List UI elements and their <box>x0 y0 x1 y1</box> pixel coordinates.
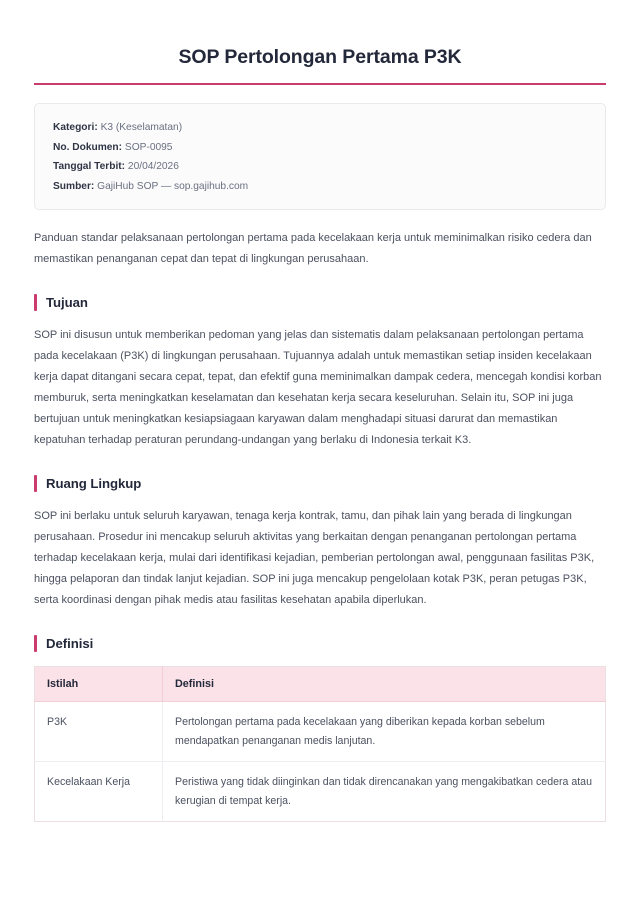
section-title-ruang-lingkup: Ruang Lingkup <box>46 476 142 491</box>
column-header-istilah: Istilah <box>35 667 163 702</box>
definisi-table-header <box>35 667 606 702</box>
metadata-row-sumber <box>53 177 587 197</box>
section-heading-ruang-lingkup <box>34 475 606 492</box>
cell-istilah: Kecelakaan Kerja <box>35 762 163 822</box>
section-tujuan <box>34 294 606 451</box>
accent-bar-icon <box>34 475 37 492</box>
column-header-definisi: Definisi <box>163 667 606 702</box>
cell-definisi: Pertolongan pertama pada kecelakaan yang diberikan kepada korban sebelum mendapatkan penanganan medis lanjutan. <box>163 702 606 762</box>
table-row <box>35 702 606 762</box>
metadata-label-kategori: Kategori: <box>53 122 98 133</box>
table-row <box>35 762 606 822</box>
table-header-row <box>35 667 606 702</box>
accent-bar-icon <box>34 294 37 311</box>
metadata-row-tanggal-terbit <box>53 157 587 177</box>
cell-definisi: Peristiwa yang tidak diinginkan dan tidak direncanakan yang mengakibatkan cedera atau kerugian di tempat kerja. <box>163 762 606 822</box>
section-heading-tujuan <box>34 294 606 311</box>
definisi-table-body <box>35 702 606 822</box>
section-title-tujuan: Tujuan <box>46 295 88 310</box>
document-summary: Panduan standar pelaksanaan pertolongan pertama pada kecelakaan kerja untuk meminimalkan risiko cedera dan memastikan penanganan cepat dan tepat di lingkungan perusahaan. <box>34 232 592 265</box>
section-body-ruang-lingkup: SOP ini berlaku untuk seluruh karyawan, tenaga kerja kontrak, tamu, dan pihak lain yang berada di lingkungan perusahaan. Prosedur ini mencakup seluruh aktivitas yang berkaitan dengan penanganan pertolongan pertama terhadap kecelakaan kerja, mulai dari identifikasi kejadian, pemberian pertolongan awal, penggunaan fasilitas P3K, hingga pelaporan dan tindak lanjut kejadian. SOP ini juga mencakup pengelolaan kotak P3K, peran petugas P3K, serta koordinasi dengan pihak medis atau fasilitas kesehatan apabila diperlukan. <box>34 510 595 606</box>
cell-istilah: P3K <box>35 702 163 762</box>
metadata-value-sumber: GajiHub SOP — sop.gajihub.com <box>97 180 249 192</box>
metadata-row-kategori <box>53 118 587 138</box>
section-body-tujuan: SOP ini disusun untuk memberikan pedoman yang jelas dan sistematis dalam pelaksanaan pertolongan pertama pada kecelakaan (P3K) di lingkungan perusahaan. Tujuannya adalah untuk memastikan setiap insiden kecelakaan kerja dapat ditangani secara cepat, tepat, dan efektif guna meminimalkan dampak cedera, mencegah kondisi korban memburuk, serta meningkatkan keselamatan dan kesehatan kerja secara keseluruhan. Selain itu, SOP ini juga bertujuan untuk meningkatkan kesiapsiagaan karyawan dalam menghadapi situasi darurat dan memastikan kepatuhan terhadap peraturan perundang-undangan yang berlaku di Indonesia terkait K3. <box>34 329 602 446</box>
title-divider <box>34 83 606 85</box>
section-ruang-lingkup <box>34 475 606 611</box>
document-metadata-box <box>34 103 606 210</box>
definisi-table <box>34 666 606 822</box>
metadata-label-no-dokumen: No. Dokumen: <box>53 141 123 153</box>
metadata-value-no-dokumen: SOP-0095 <box>124 141 173 153</box>
metadata-value-kategori: K3 (Keselamatan) <box>100 122 183 133</box>
metadata-row-no-dokumen <box>53 138 587 158</box>
section-definisi <box>34 635 606 822</box>
metadata-label-tanggal-terbit: Tanggal Terbit: <box>53 161 126 172</box>
metadata-value-tanggal-terbit: 20/04/2026 <box>127 161 179 172</box>
section-title-definisi: Definisi <box>46 636 94 651</box>
accent-bar-icon <box>34 635 37 652</box>
section-heading-definisi <box>34 635 606 652</box>
metadata-label-sumber: Sumber: <box>53 180 95 192</box>
page-title: SOP Pertolongan Pertama P3K <box>178 46 462 68</box>
